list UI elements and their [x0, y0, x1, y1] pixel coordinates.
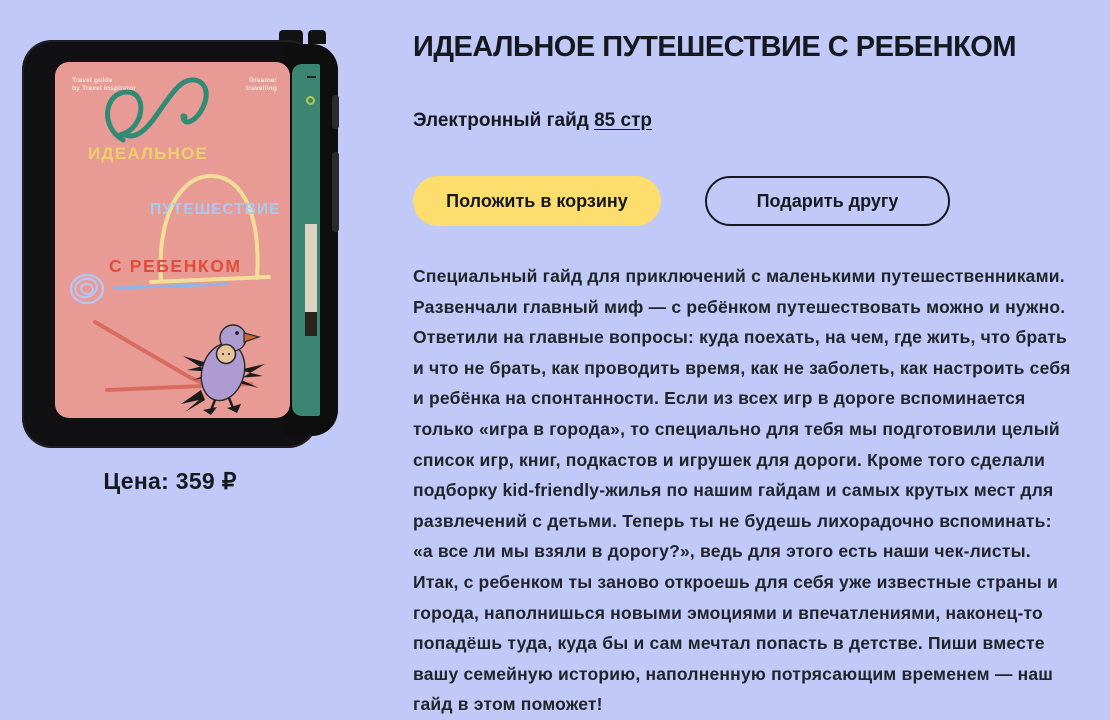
page-title: ИДЕАЛЬНОЕ ПУТЕШЕСТВИЕ С РЕБЕНКОМ [413, 31, 1017, 63]
green-cover-photo [305, 224, 317, 336]
add-to-cart-button[interactable]: Положить в корзину [413, 176, 661, 226]
cover-title-line3: С РЕБЕНКОМ [109, 256, 242, 276]
product-format [413, 110, 652, 132]
green-cover-logo-circle [306, 96, 315, 105]
pigeon-costume-child-illustration [177, 320, 269, 416]
underline-stroke [113, 282, 229, 290]
cover-imprint-right: Dreamer travelling [246, 77, 277, 92]
cover-title-line1: ИДЕАЛЬНОЕ [88, 144, 208, 163]
cover-imprint-left: Travel guide by Travel Inspirator [72, 77, 136, 92]
cover-title-line2: ПУТЕШЕСТВИЕ [150, 201, 281, 218]
green-cover-text-mark [307, 76, 316, 78]
product-description: Специальный гайд для приключений с маленькими путешественниками. Развенчали главный миф — с ребёнком путешествовать можно и нужно. Ответили на главные вопросы: куда поехать, на чем, где жить, что брать и что не брать, как проводить время, как не заболеть, как настроить себя и ребёнка на спонтанности. Если из всех игр в дороге вспоминается только «игра в города», то специально для тебя мы подготовили целый список игр, книг, подкастов и игрушек для дороги. Кроме того сделали подборку kid-friendly-жилья по нашим гайдам и самых крутых мест для развлечений с детьми. Теперь ты не будешь лихорадочно вспоминать: «а все ли мы взяли в дорогу?», ведь для этого есть наши чек-листы. Итак, с ребенком ты заново откроешь для себя уже известные страны и города, наполнишься новыми эмоциями и впечатлениями, наконец-то попадёшь туда, куда бы и сам мечтал попасть в детстве. Пиши вместе вашу семейную историю, наполненную потрясающим временем — наш гайд в этом поможет! [413, 266, 1071, 715]
book-cover-image[interactable] [55, 62, 290, 418]
pages-link[interactable]: 85 стр [594, 110, 652, 131]
tablet-top-button [308, 30, 326, 44]
scribble-ball-illustration [67, 270, 107, 308]
gift-button[interactable]: Подарить другу [705, 176, 950, 226]
action-buttons [413, 176, 950, 226]
tablet-side-button [332, 152, 339, 232]
green-cover-photo-detail [305, 312, 317, 336]
next-page-preview[interactable] [292, 64, 320, 416]
product-image-tablet-mockup [0, 0, 380, 520]
format-label: Электронный гайд [413, 110, 595, 131]
tablet-side-button [332, 95, 339, 129]
price-label: Цена: 359 ₽ [103, 468, 237, 494]
